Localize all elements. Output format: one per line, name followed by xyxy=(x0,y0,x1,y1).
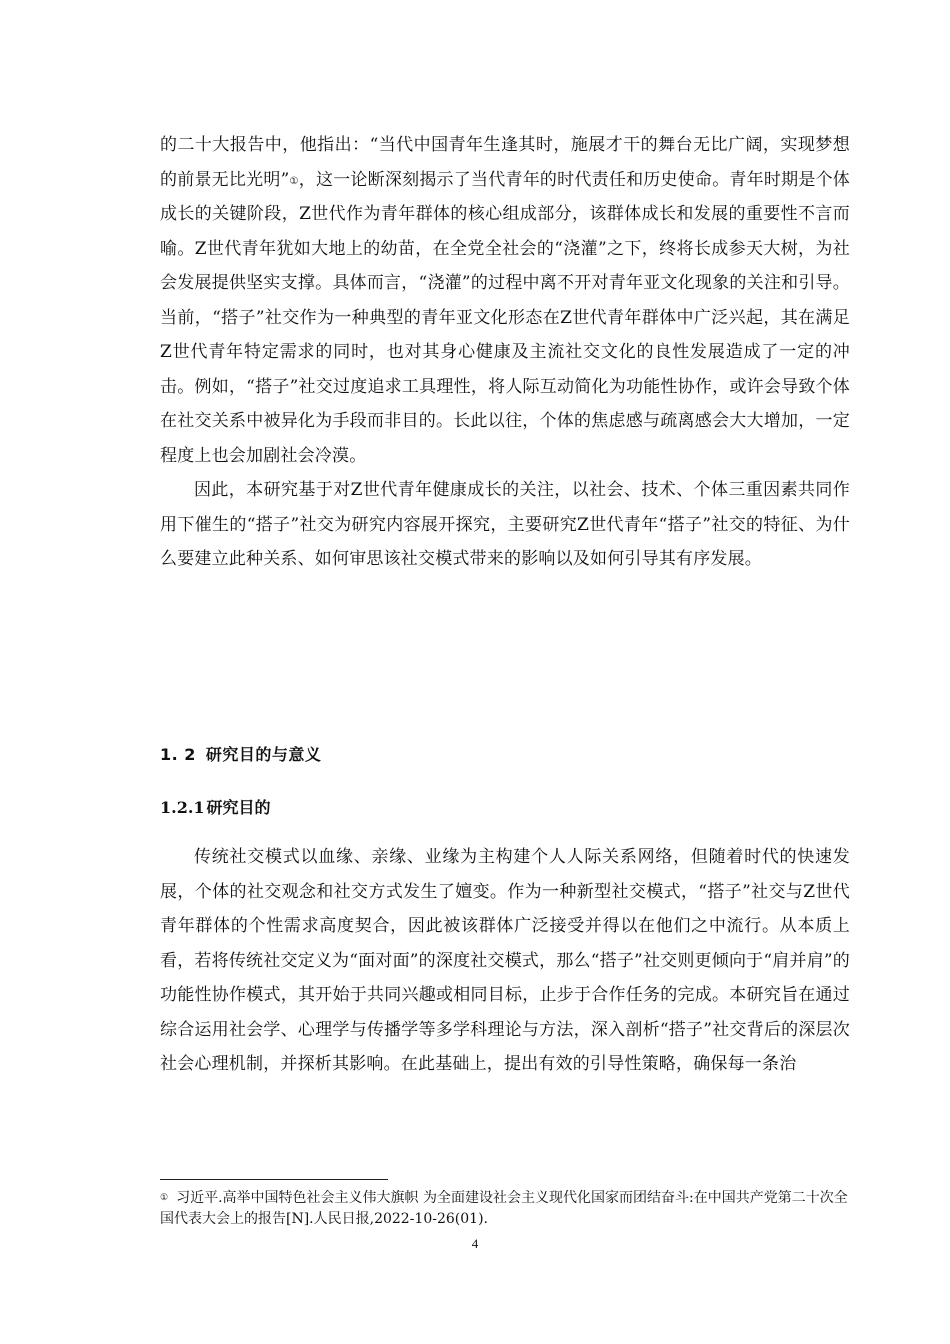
section-title: 研究目的与意义 xyxy=(205,745,322,764)
footnote-divider xyxy=(160,1179,388,1180)
subsection-number: 1.2.1 xyxy=(160,798,205,817)
paragraph-1-text-b: ，这一论断深刻揭示了当代青年的时代责任和历史使命。青年时期是个体成长的关键阶段，Z世代作为青年群体的核心组成部分，该群体成长和发展的重要性不言而喻。Z世代青年犹如大地上的幼苗，在全党全社会的“浇灌”之下，终将长成参天大树，为社会发展提供坚实支撑。具体而言，“浇灌”的过程中离不开对青年亚文化现象的关注和引导。当前，“搭子”社交作为一种典型的青年亚文化形态在Z世代青年群体中广泛兴起，其在满足Z世代青年特定需求的同时，也对其身心健康及主流社交文化的良性发展造成了一定的冲击。例如，“搭子”社交过度追求工具理性，将人际互动简化为功能性协作，或许会导致个体在社交关系中被异化为手段而非目的。长此以往，个体的焦虑感与疏离感会大大增加，一定程度上也会加剧社会冷漠。 xyxy=(160,169,851,466)
paragraph-2: 因此，本研究基于对Z世代青年健康成长的关注，以社会、技术、个体三重因素共同作用下催生的“搭子”社交为研究内容展开探究，主要研究Z世代青年“搭子”社交的特征、为什么要建立此种关系、如何审思该社交模式带来的影响以及如何引导其有序发展。 xyxy=(160,480,850,569)
footnote-reference[interactable]: ① xyxy=(289,175,299,187)
footnote xyxy=(160,1188,850,1230)
footnote-text: 习近平.高举中国特色社会主义伟大旗帜 为全面建设社会主义现代化国家而团结奋斗:在中国共产党第二十次全国代表大会上的报告[N].人民日报,2022-10-26(01). xyxy=(160,1190,848,1227)
purpose-text-block xyxy=(160,840,850,1082)
subsection-heading xyxy=(160,795,271,818)
paragraph-1 xyxy=(160,128,850,473)
section-number: 1. 2 xyxy=(160,745,196,764)
paragraph-1-text-a: 的二十大报告中，他指出：“当代中国青年生逢其时，施展才干的舞台无比广阔，实现梦想的前景无比光明” xyxy=(160,135,850,190)
paragraph-3: 传统社交模式以血缘、亲缘、业缘为主构建个人人际关系网络，但随着时代的快速发展，个体的社交观念和社交方式发生了嬗变。作为一种新型社交模式，“搭子”社交与Z世代青年群体的个性需求高度契合，因此被该群体广泛接受并得以在他们之中流行。从本质上看，若将传统社交定义为“面对面”的深度社交模式，那么“搭子”社交则更倾向于“肩并肩”的功能性协作模式，其开始于共同兴趣或相同目标，止步于合作任务的完成。本研究旨在通过综合运用社会学、心理学与传播学等多学科理论与方法，深入剖析“搭子”社交背后的深层次社会心理机制，并探析其影响。在此基础上，提出有效的引导性策略，确保每一条治 xyxy=(160,847,850,1074)
page-number: 4 xyxy=(471,1236,479,1251)
subsection-title: 研究目的 xyxy=(206,798,271,817)
section-heading xyxy=(160,742,321,765)
footnote-mark: ① xyxy=(160,1193,169,1203)
intro-text-block xyxy=(160,128,850,577)
